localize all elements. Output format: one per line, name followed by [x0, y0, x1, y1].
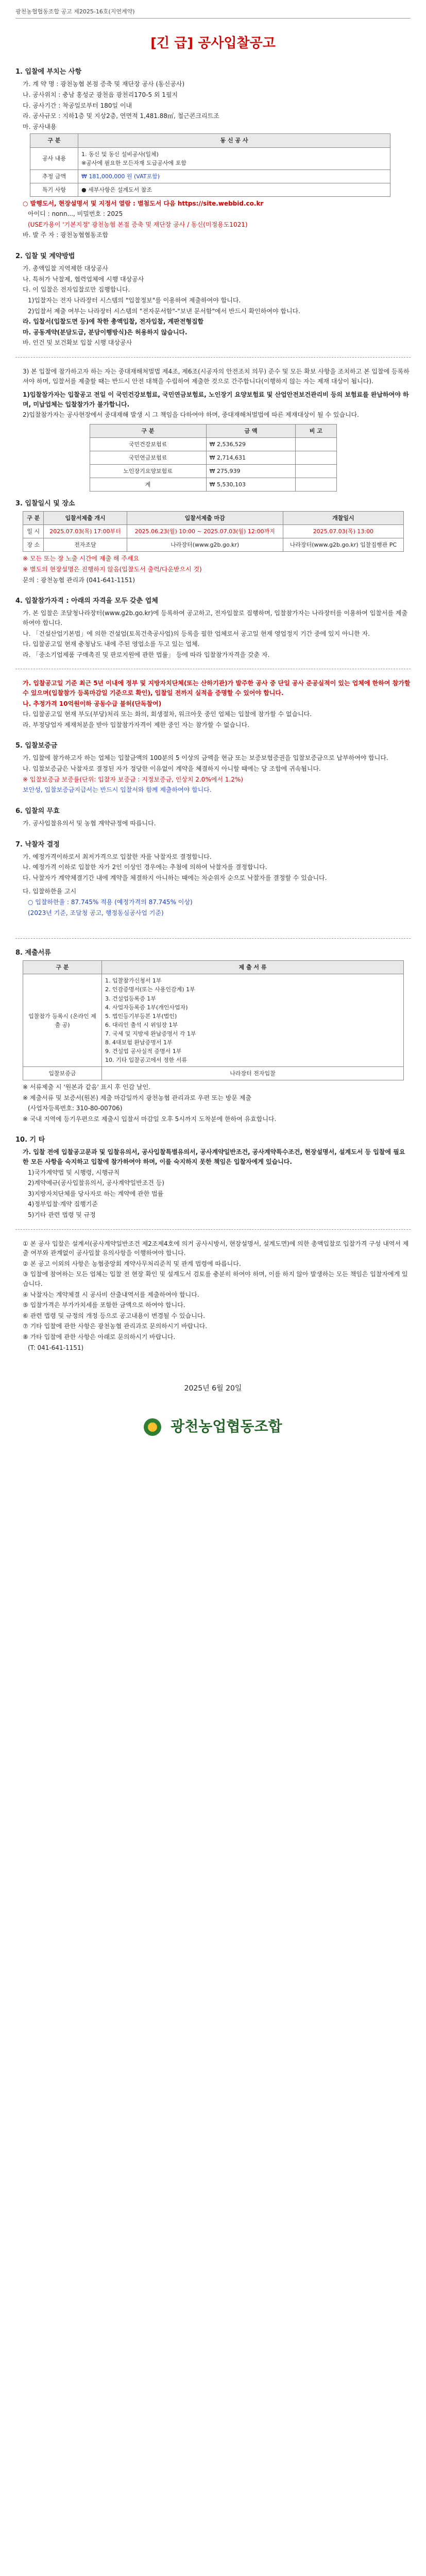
note: (사업자등록번호: 310-80-00706) — [28, 1105, 123, 1112]
table-cell: 공사 내용 — [30, 147, 78, 170]
table-row — [30, 147, 390, 170]
schedule-table — [23, 511, 404, 552]
table-cell: 국민건강보험료 — [90, 437, 206, 451]
table-header: 비 고 — [296, 424, 336, 437]
item: 다. 입찰하한율 고시 — [23, 888, 77, 895]
table-cell: 2025.06.23(월) 10:00 ~ 2025.07.03(월) 12:00까지 — [127, 525, 283, 538]
table-cell: ₩ 181,000,000 원 (VAT포함) — [78, 170, 390, 183]
section-deposit — [15, 741, 411, 795]
table-cell: 노인장기요양보험료 — [90, 465, 206, 478]
table-row — [30, 170, 390, 183]
item: ④ 낙찰자는 계약체결 시 공사비 산출내역서를 제출하여야 합니다. — [23, 1291, 199, 1298]
scope-table — [30, 133, 390, 196]
notice-number: 광천농협협동조합 공고 제2025-16호(지연계약) — [15, 7, 411, 19]
item: 나. 예정가격 이하로 입찰한 자가 2인 이상인 경우에는 추첨에 의하여 낙찰자를 결정합니다. — [23, 863, 267, 871]
divider — [15, 938, 411, 939]
note: ※ 서류제출 시 '원본과 같음' 표시 후 인감 날인. — [23, 1083, 151, 1091]
section-heading: 2. 입찰 및 계약방법 — [15, 252, 75, 261]
item: ○ 입찰하한율 : 87.745% 적용 (예정가격의 87.745% 이상) — [28, 899, 193, 906]
item: 가. 공사입찰유의서 및 농협 계약규정에 따릅니다. — [23, 819, 156, 827]
section-award — [15, 840, 411, 918]
item: 라. 부정당업자 제재처분을 받아 입찰참가자격이 제한 중인 자는 참가할 수 없습니다. — [23, 721, 249, 728]
note: ※ 별도의 현장설명은 진행하지 않음(입찰도서 출력/다운받으시 것) — [23, 566, 202, 573]
table-header: 개찰일시 — [283, 512, 403, 525]
item: 가. 입찰에 참가하고자 하는 업체는 입찰금액의 100분의 5 이상의 금액을 현금 또는 보증보험증권을 입찰보증금으로 납부하여야 합니다. — [23, 754, 388, 762]
item: 라. 입찰서(입찰도면 등)에 착한 총액입찰, 전자입찰, 계판전형집합 — [23, 318, 204, 326]
table-cell: 일 시 — [23, 525, 44, 538]
item: ⑤ 입찰가격은 부가가치세를 포함한 금액으로 하여야 합니다. — [23, 1301, 185, 1309]
table-header: 금 액 — [206, 424, 296, 437]
item: 보안성, 입찰보증금지급서는 반드시 입찰서와 함께 제출하여야 합니다. — [23, 786, 212, 794]
item: 아이디 : nonn..., 비밀번호 : 2025 — [28, 210, 123, 218]
divider — [15, 1229, 411, 1230]
section-heading: 8. 제출서류 — [15, 949, 51, 957]
table-cell: 입찰참가 등록시 (온라인 제출 공) — [23, 974, 102, 1066]
organization-name: 광천농업협동조합 — [171, 1417, 282, 1435]
urgent-label: [긴 급] — [150, 36, 194, 52]
table-cell — [296, 437, 336, 451]
item: 라. 「중소기업제품 구매촉진 및 판로지원에 관한 법률」 등에 따라 입찰참가자격을 갖춘 자. — [23, 651, 270, 658]
section-qualifications-extra — [15, 679, 411, 730]
item: ① 본 공사 입찰은 설계서(공사계약일반조건 제2조제4호에 의거 공사시방서, 현장설명서, 설계도면)에 의한 총액입찰로 입찰가격 구성 내역서 제출 여부와 관계없이 공사입찰 유의사항을 이행하여야 합니다. — [23, 1240, 409, 1257]
item: 가. 입찰공고일 기준 최근 5년 이내에 정부 및 지방자치단체(또는 산하기관)가 발주한 공사 중 단일 공사 준공실적이 있는 업체에 한하여 참가할 수 있으며(입찰참가 등록마감일 기준으로 확인), 입찰일 전까지 실적을 증명할 수 있어야 합니다. — [23, 680, 411, 697]
table-row — [23, 974, 404, 1066]
table-row — [90, 465, 336, 478]
section-heading: 5. 입찰보증금 — [15, 742, 58, 750]
table-cell: 1. 동신 및 동신 설비공사(일체) ※공사에 필요한 모든자재 도급공사에 포함 — [78, 147, 390, 170]
table-header: 구 분 — [23, 961, 102, 974]
table-cell: 1. 입찰참가신청서 1부 2. 인감증명서(또는 사용인감계) 1부 3. 건설업등록증 1부 4. 사업자등록증 1부(개인사업자) 5. 법인등기부등본 1부(법인) 6. 대리인 출석 시 위임장 1부 7. 국세 및 지방세 완납증명서 각 1부 8. 4대보험 완납증명서 1부 9. 건설업 공사실적 증명서 1부 10. 기타 입찰공고에서 정한 서류 — [102, 974, 404, 1066]
table-header: 구 분 — [30, 134, 78, 147]
section-schedule — [15, 499, 411, 585]
item: 바. 인건 및 보건확보 입찰 시행 대상공사 — [23, 339, 132, 347]
table-cell — [296, 465, 336, 478]
table-header: 입찰서제출 마감 — [127, 512, 283, 525]
table-cell: 나라장터 전자입찰 — [102, 1066, 404, 1080]
section-qualifications — [15, 596, 411, 659]
table-cell — [296, 478, 336, 492]
section-documents — [15, 948, 411, 1124]
table-header: 제 출 서 류 — [102, 961, 404, 974]
note: ※ 제출서류 및 보증서(원본) 제출 마감일까지 광천농협 관리과로 우편 또는 방문 제출 — [23, 1094, 251, 1101]
note: ※ 모든 또는 장 노출 시간에 제출 해 주세요 — [23, 555, 140, 563]
organization-signature — [15, 1415, 411, 1437]
table-cell: 계 — [90, 478, 206, 492]
item: 가. 예정가격이하로서 최저가격으로 입찰한 자를 낙찰자로 결정합니다. — [23, 853, 212, 860]
insurance-table — [90, 424, 337, 492]
table-cell: 나라장터(www.g2b.go.kr) — [127, 538, 283, 552]
table-cell: 특기 사항 — [30, 183, 78, 196]
title-text: 공사입찰공고 — [198, 36, 276, 52]
item: 나. 입찰보증금은 낙찰자로 결정된 자가 정당한 이유없이 계약을 체결하지 아니할 때에는 당 조합에 귀속됩니다. — [23, 765, 321, 773]
table-cell: 입찰보증금 — [23, 1066, 102, 1080]
table-row — [23, 525, 404, 538]
table-row — [23, 1066, 404, 1080]
item: 3)지방자치단체를 당사자로 하는 계약에 관한 법률 — [28, 1190, 164, 1197]
item: ⑥ 관련 법령 및 규정의 개정 등으로 공고내용이 변경될 수 있습니다. — [23, 1312, 206, 1319]
table-cell — [296, 451, 336, 465]
section-safety — [15, 367, 411, 492]
section-heading: 6. 입찰의 무효 — [15, 807, 60, 815]
item: 바. 발 주 자 : 광천농협협동조합 — [23, 231, 109, 239]
table-cell: 전자조달 — [44, 538, 127, 552]
table-header: 구 분 — [90, 424, 206, 437]
item: ○ 발행도서, 현장설명서 및 지정서 열람 : 별첨도서 다음 https://site.webbid.co.kr — [23, 199, 264, 207]
section-heading: 1. 입찰에 부치는 사항 — [15, 68, 82, 76]
table-cell: ₩ 5,530,103 — [206, 478, 296, 492]
section-heading: 10. 기 타 — [15, 1136, 45, 1144]
note: 문의 : 광천농협 관리과 (041-641-1151) — [23, 576, 135, 584]
section-invalid — [15, 806, 411, 828]
item: 1)입찰자는 전자 나라장터 시스템의 "입찰정보"를 이용하여 제출하여야 합니다. — [28, 296, 241, 304]
item: 다. 입찰공고일 현재 충청남도 내에 주된 영업소를 두고 있는 업체. — [23, 640, 200, 648]
item: ⑦ 기타 입찰에 관한 사항은 광천농협 관리과로 문의하시기 바랍니다. — [23, 1323, 208, 1330]
section-heading: 7. 낙찰자 결정 — [15, 840, 60, 849]
note: ※ 국내 지역에 등기우편으로 제출시 입찰서 마감일 오후 5시까지 도착분에 한하여 유효합니다. — [23, 1115, 277, 1123]
item: 가. 입찰 전에 입찰공고문과 및 입찰유의서, 공사입찰특별유의서, 공사계약일반조건, 공사계약특수조건, 현장설명서, 설계도서 등 입찰에 필요한 모든 사항을 숙지하고 입찰에 참가하여야 하며, 이를 숙지하지 못한 책임은 입찰자에게 있습니다. — [23, 1148, 405, 1166]
item: 가. 계 약 명 : 광천농협 본점 증축 및 재단장 공사 (동신공사) — [23, 80, 185, 88]
item: 나. 공사위치 : 충남 홍성군 광천읍 광천리170-5 외 1필지 — [23, 91, 178, 99]
item: 마. 공사내용 — [23, 123, 57, 130]
page-title — [121, 33, 306, 54]
item: 다. 낙찰자가 계약체결기간 내에 계약을 체결하지 아니하는 때에는 차순위자 순으로 낙찰자를 결정할 수 있습니다. — [23, 874, 327, 882]
item: 2)입찰서 제출 여부는 나라장터 시스템의 "전자문서함"-"보낸 문서함"에서 반드시 확인하여야 합니다. — [28, 307, 300, 315]
item: 가. 총액입찰 지역제한 대상공사 — [23, 265, 108, 273]
table-cell: 2025.07.03(목) 13:00 — [283, 525, 403, 538]
item: (2023년 기준, 조달청 공고, 행정동심공사업 기준) — [28, 909, 164, 917]
paragraph: 2)입찰참가자는 공사현장에서 중대재해 발생 시 그 책임을 다하여야 하며, 중대재해처벌법에 따른 제재대상이 될 수 있습니다. — [23, 411, 359, 419]
table-cell: ₩ 275,939 — [206, 465, 296, 478]
table-header: 입찰서제출 개시 — [44, 512, 127, 525]
item: 나. 특허가 낙찰제, 협력업체에 시행 대상공사 — [23, 275, 144, 283]
notice-date: 2025년 6월 20일 — [184, 1384, 242, 1393]
item: 5)기타 관련 법령 및 규정 — [28, 1211, 96, 1219]
section-bid-items — [15, 67, 411, 240]
divider — [15, 357, 411, 358]
section-etc — [15, 1135, 411, 1219]
table-header: 구 분 — [23, 512, 44, 525]
item: 라. 공사규모 : 지하1층 및 지상2층, 연면적 1,481.88㎡, 철근콘크리트조 — [23, 112, 219, 120]
section-heading: 4. 입찰참가자격 : 아래의 자격을 모두 갖춘 업체 — [15, 597, 158, 605]
table-cell: 국민연금보험료 — [90, 451, 206, 465]
documents-table — [23, 960, 404, 1080]
table-row — [23, 538, 404, 552]
table-row — [90, 451, 336, 465]
item: 4)정부입찰·계약 집행기준 — [28, 1200, 98, 1208]
table-cell: 2025.07.03(목) 17:00부터 — [44, 525, 127, 538]
item: 1)국가계약법 및 시행령, 시행규칙 — [28, 1168, 120, 1176]
section-notes — [15, 1239, 411, 1353]
table-cell: 장 소 — [23, 538, 44, 552]
item: 나. 「건설산업기본법」에 의한 건설업(토목건축공사업)의 등록을 필한 업체로서 공고일 현재 영업정지 기간 중에 있지 아니한 자. — [23, 630, 370, 637]
item: ※ 입찰보증금 보증률(단위: 입찰자 보증금 : 지정보증금, 인상치 2.0%에서 1.2%) — [23, 775, 244, 783]
table-row — [90, 478, 336, 492]
item: (USE가용이 '기본지정' 광천농협 본점 증축 및 재단장 공사 / 동신(미정용도1021) — [28, 221, 248, 228]
item: 다. 입찰공고일 현재 부도(부당)처리 또는 화의, 회생절차, 워크아웃 중인 업체는 입찰에 참가할 수 없습니다. — [23, 710, 312, 718]
paragraph: 3) 본 입찰에 참가하고자 하는 자는 중대재해처벌법 제4조, 제6조(시공자의 안전조치 의무) 준수 및 모든 확보 사항을 조치하고 본 입찰에 등록하셔야 하며, 입찰서를 제출할 때는 반드시 안전 대책을 수립하여 제출한 것으로 간주합니다(이행하지 않는 자는 제재 대상이 됩니다). — [23, 367, 410, 385]
table-cell: ● 세부사항은 설계도서 참조 — [78, 183, 390, 196]
item: 마. 공동계약(분담도급, 분담이행방식)은 허용하지 않습니다. — [23, 328, 188, 336]
contact: (T: 041-641-1151) — [28, 1344, 84, 1351]
section-heading: 3. 입찰일시 및 장소 — [15, 500, 75, 508]
table-row — [30, 183, 390, 196]
table-header: 동 신 공 사 — [78, 134, 390, 147]
table-row — [90, 437, 336, 451]
item: ③ 입찰에 참여하는 모든 업체는 입찰 전 현장 확인 및 설계도서 검토를 충분히 하여야 하며, 이를 하지 않아 발생하는 모든 책임은 입찰자에게 있습니다. — [23, 1270, 408, 1287]
item: 2)계약예규(공사입찰유의서, 공사계약일반조건 등) — [28, 1179, 164, 1187]
table-cell: ₩ 2,536,529 — [206, 437, 296, 451]
item: 나. 추정가격 10억원이하 공동수급 불허(단독참여) — [23, 700, 162, 707]
table-cell: 추정 금액 — [30, 170, 78, 183]
table-cell: ₩ 2,714,631 — [206, 451, 296, 465]
item: 가. 본 입찰은 조달청나라장터(www.g2b.go.kr)에 등록하여 공고하고, 전자입찰로 집행하며, 입찰참가자는 나라장터를 이용하여 입찰서를 제출하여야 합니다. — [23, 609, 408, 626]
item: ⑧ 가타 입찰에 관한 사항은 아래로 문의하시기 바랍니다. — [23, 1333, 176, 1341]
nh-logo-icon — [144, 1418, 161, 1436]
item: ② 본 공고 이외의 사항은 농협중앙회 계약사무처리준칙 및 관계 법령에 따릅니다. — [23, 1260, 241, 1267]
section-bid-method — [15, 251, 411, 348]
paragraph: 1)입찰참가자는 입찰공고 전일 이 국민건강보험료, 국민연금보험료, 노인장기 요양보험료 및 산업안전보건관리비 등의 보험료를 완납하여야 하며, 미납업체는 입찰참가가 불가합니다. — [23, 391, 409, 408]
item: 다. 공사기간 : 착공일로부터 180일 이내 — [23, 101, 132, 109]
item: 다. 이 입찰은 전자입찰로만 집행합니다. — [23, 286, 130, 294]
table-cell: 나라장터(www.g2b.go.kr) 입찰집행관 PC — [283, 538, 403, 552]
